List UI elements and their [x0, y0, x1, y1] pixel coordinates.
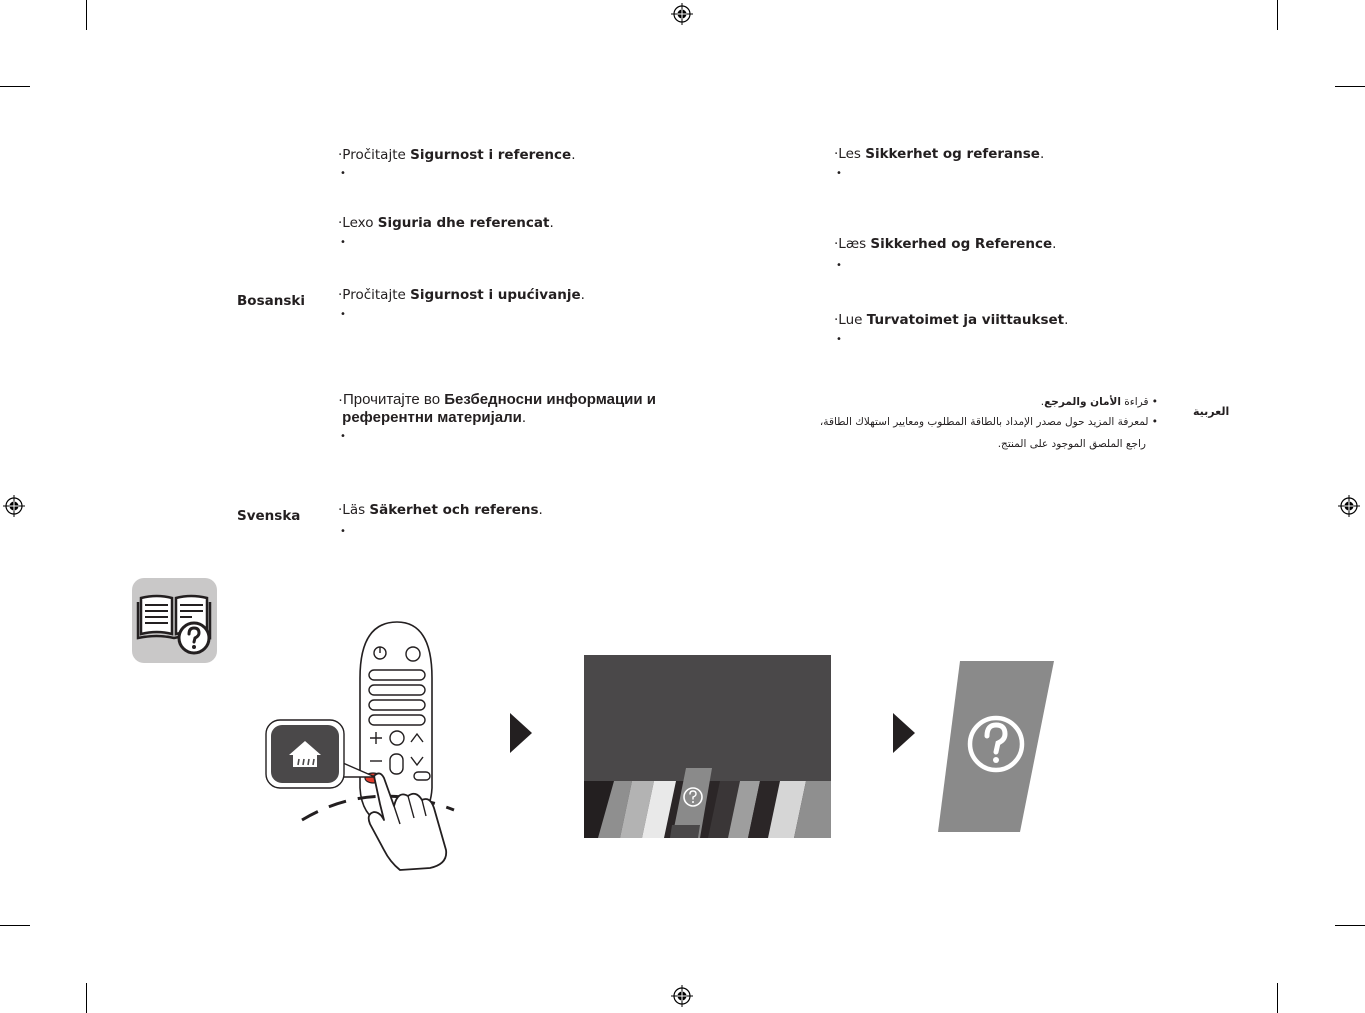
crop-mark — [0, 925, 30, 926]
empty-bullet: • — [340, 526, 346, 537]
crop-mark — [86, 983, 87, 1013]
instruction-entry: ·Lue Turvatoimet ja viittaukset. — [834, 312, 1069, 328]
arabic-instruction-line: • لمعرفة المزيد حول مصدر الإمداد بالطاقة المطلوب ومعايير استهلاك الطاقة، — [819, 416, 1158, 428]
book-question-icon — [132, 578, 217, 663]
instruction-entry: ·Pročitajte Sigurnost i upućivanje. — [338, 287, 585, 303]
arabic-instruction-line: • قراءة الأمان والمرجع. — [1040, 396, 1158, 408]
registration-mark-icon — [3, 495, 25, 517]
instruction-entry: ·Les Sikkerhet og referanse. — [834, 146, 1045, 162]
instruction-entry: ·Læs Sikkerhed og Reference. — [834, 236, 1057, 252]
language-label-arabic: العربية — [1193, 405, 1230, 418]
language-label-bosanski: Bosanski — [237, 293, 305, 309]
empty-bullet: • — [340, 168, 346, 179]
instruction-entry: ·Прочитајте во Безбедносни информации и референтни материјали. — [338, 391, 657, 426]
crop-mark — [1335, 925, 1365, 926]
tv-home-screen — [584, 655, 831, 838]
home-button-callout — [265, 719, 385, 791]
empty-bullet: • — [836, 334, 842, 345]
crop-mark — [86, 0, 87, 30]
instruction-entry: ·Läs Säkerhet och referens. — [338, 502, 543, 518]
registration-mark-icon — [1338, 495, 1360, 517]
empty-bullet: • — [340, 237, 346, 248]
play-arrow-icon — [893, 713, 915, 753]
crop-mark — [1277, 0, 1278, 30]
language-label-svenska: Svenska — [237, 508, 301, 524]
instruction-entry: ·Lexo Siguria dhe referencat. — [338, 215, 554, 231]
empty-bullet: • — [836, 168, 842, 179]
crop-mark — [1335, 86, 1365, 87]
empty-bullet: • — [340, 431, 346, 442]
crop-mark — [1277, 983, 1278, 1013]
registration-mark-icon — [671, 3, 693, 25]
registration-mark-icon — [671, 985, 693, 1007]
instruction-entry: ·Pročitajte Sigurnost i reference. — [338, 147, 576, 163]
help-tile — [938, 660, 1056, 834]
play-arrow-icon — [510, 713, 532, 753]
empty-bullet: • — [340, 309, 346, 320]
crop-mark — [0, 86, 30, 87]
arabic-instruction-line: راجع الملصق الموجود على المنتج. — [997, 438, 1146, 450]
empty-bullet: • — [836, 260, 842, 271]
